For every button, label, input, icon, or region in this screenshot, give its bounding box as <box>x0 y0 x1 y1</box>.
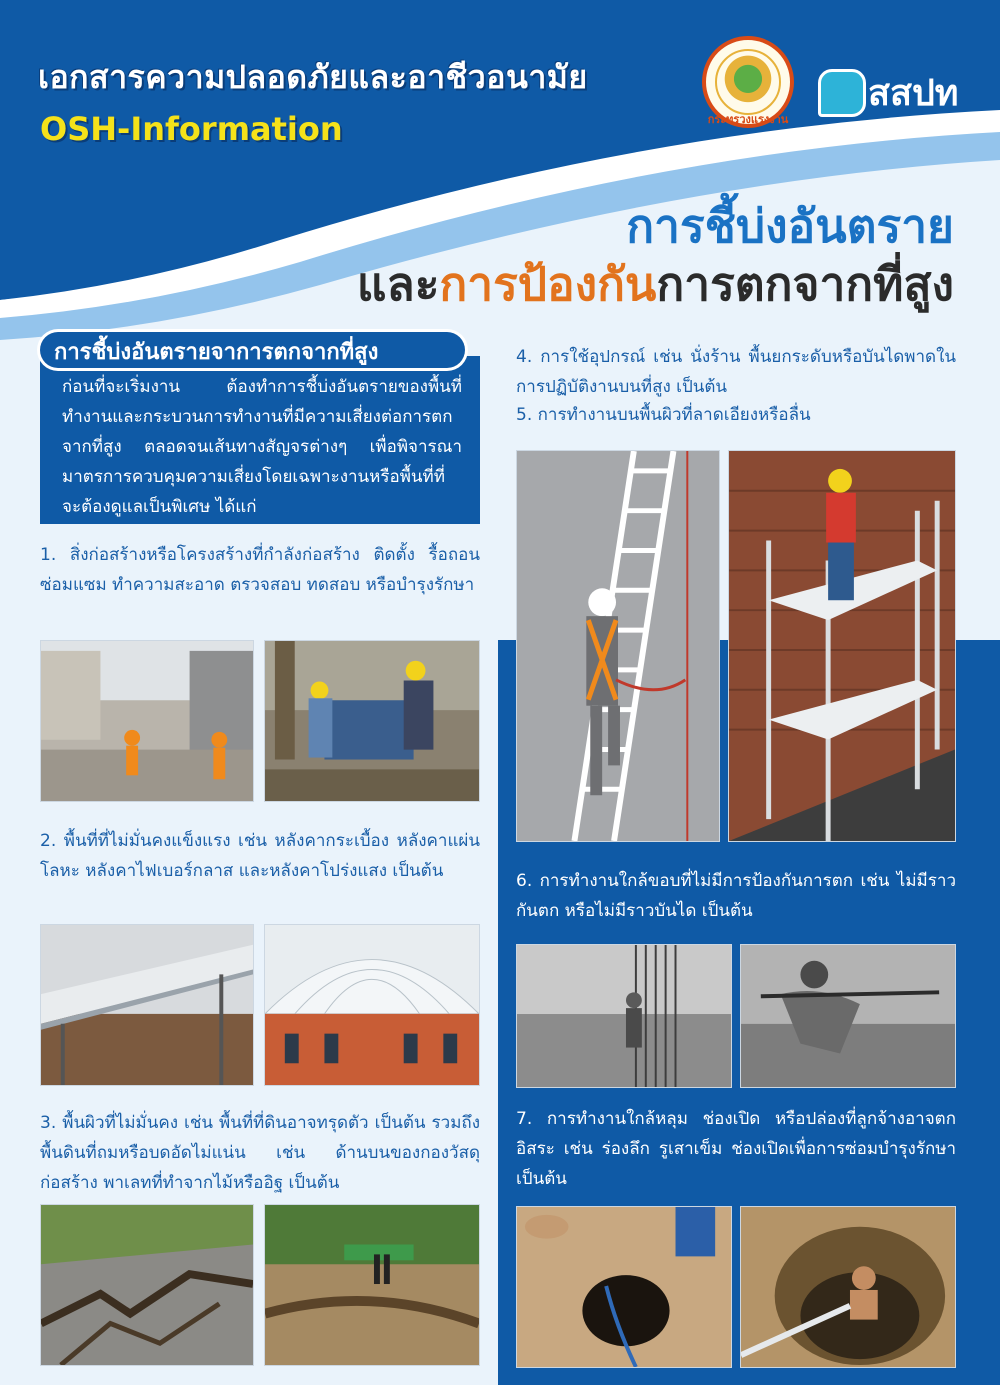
main-title-line1: การชี้บ่งอันตราย <box>626 199 954 253</box>
photo-cracked-road <box>40 1204 254 1366</box>
hazard-item-6: 6. การทำงานใกล้ขอบที่ไม่มีการป้องกันการตก เช่น ไม่มีราวกันตก หรือไม่มีราวบันได เป็นต้น <box>516 871 956 921</box>
brand-text: สสปท <box>868 72 959 113</box>
illustration-scaffold-worker <box>728 450 956 842</box>
brand-logo <box>818 64 959 121</box>
photo-worker-at-roof-edge <box>740 944 956 1088</box>
main-title-line2 <box>357 248 954 321</box>
hazard-item-3: 3. พื้นผิวที่ไม่มั่นคง เช่น พื้นที่ที่ดินอาจทรุดตัว เป็นต้น รวมถึงพื้นดินที่ถมหรือบดอัดไม่แน่น เช่น ด้านบนของกองวัสดุก่อสร้าง พาเลทที่ทำจากไม้หรืออิฐ เป็นต้น <box>40 1113 480 1193</box>
photo-construction-workers <box>264 640 480 802</box>
hazard-item-2: 2. พื้นที่ที่ไม่มั่นคงแข็งแรง เช่น หลังคากระเบื้อง หลังคาแผ่นโลหะ หลังคาไฟเบอร์กลาส และหลังคาโปร่งแสง เป็นต้น <box>40 831 480 881</box>
photo-metal-roof-canopy <box>40 924 254 1086</box>
hazard-item-4: 4. การใช้อุปกรณ์ เช่น นั่งร้าน พื้นยกระดับหรือบันไดพาดในการปฏิบัติงานบนที่สูง เป็นต้น <box>516 347 956 397</box>
illustration-ladder-climber <box>516 450 720 842</box>
hazard-item-7: 7. การทำงานใกล้หลุม ช่องเปิด หรือปล่องที่ลูกจ้างอาจตกอิสระ เช่น ร่องลึก รูเสาเข็ม ช่องเปิดเพื่อการซ่อมบำรุงรักษา เป็นต้น <box>516 1109 956 1189</box>
ministry-seal-text: กระทรวงแรงงาน <box>707 113 789 126</box>
photo-street-cleaning <box>40 640 254 802</box>
title-highlight: การป้องกัน <box>439 257 657 311</box>
section-heading: การชี้บ่งอันตรายจาการตกจากที่สูง <box>40 332 465 368</box>
photo-translucent-dome-roof <box>264 924 480 1086</box>
brand-mark-icon <box>818 69 866 117</box>
hazard-item-5: 5. การทำงานบนพื้นผิวที่ลาดเอียงหรือลื่น <box>516 405 811 425</box>
header-thai-title: เอกสารความปลอดภัยและอาชีวอนามัย <box>38 58 588 96</box>
photo-land-subsidence <box>264 1204 480 1366</box>
title-suffix: การตกจากที่สูง <box>656 257 954 311</box>
hazard-item-1: 1. สิ่งก่อสร้างหรือโครงสร้างที่กำลังก่อสร้าง ติดตั้ง รื้อถอน ซ่อมแซม ทำความสะอาด ตรวจสอบ ทดสอบ หรือบำรุงรักษา <box>40 545 480 595</box>
photo-pile-hole <box>516 1206 732 1368</box>
photo-manhole-worker <box>740 1206 956 1368</box>
header-english-title: OSH-Information <box>40 110 343 148</box>
intro-paragraph: ก่อนที่จะเริ่มงาน ต้องทำการชี้บ่งอันตรายของพื้นที่ทำงานและกระบวนการทำงานที่มีความเสี่ยงต่อการตกจากที่สูง ตลอดจนเส้นทางสัญจรต่างๆ เพื่อพิจารณามาตรการควบคุมความเสี่ยงโดยเฉพาะงานหรือพื้นที่ที่จะต้องดูแลเป็นพิเศษ ได้แก่ <box>40 356 480 524</box>
photo-highrise-rebar-edge <box>516 944 732 1088</box>
title-prefix: และ <box>356 257 440 311</box>
